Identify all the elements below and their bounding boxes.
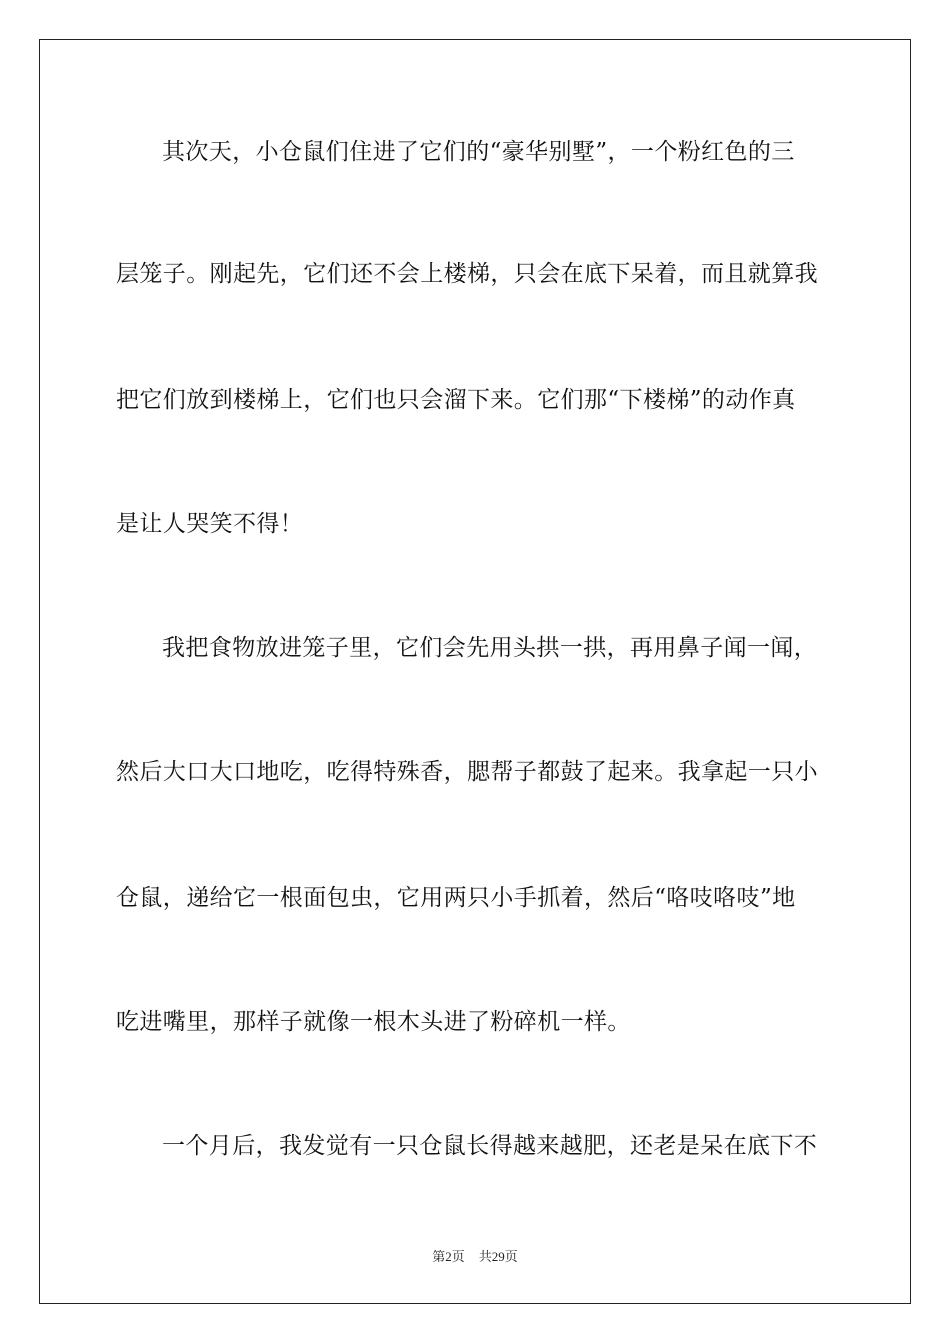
paragraph-line: 其次天，小仓鼠们住进了它们的“豪华别墅”，一个粉红色的三 <box>162 139 795 165</box>
paragraph-line: 我把食物放进笼子里，它们会先用头拱一拱，再用鼻子闻一闻， <box>162 635 818 661</box>
paragraph-line: 一个月后，我发觉有一只仓鼠长得越来越肥，还老是呆在底下不 <box>162 1133 818 1159</box>
paragraph-line: 是让人哭笑不得！ <box>116 511 304 537</box>
paragraph-line: 把它们放到楼梯上，它们也只会溜下来。它们那“下楼梯”的动作真 <box>116 387 796 413</box>
paragraph-line: 然后大口大口地吃，吃得特殊香，腮帮子都鼓了起来。我拿起一只小 <box>116 759 818 785</box>
paragraph-line: 仓鼠，递给它一根面包虫，它用两只小手抓着，然后“咯吱咯吱”地 <box>116 885 796 911</box>
total-pages: 共29页 <box>478 1249 518 1264</box>
page-number: 第2页 <box>432 1249 465 1264</box>
paragraph-line: 吃进嘴里，那样子就像一根木头进了粉碎机一样。 <box>116 1009 631 1035</box>
page-footer <box>0 1249 950 1265</box>
page-frame <box>39 39 911 1304</box>
paragraph-line: 层笼子。刚起先，它们还不会上楼梯，只会在底下呆着，而且就算我 <box>116 261 818 287</box>
